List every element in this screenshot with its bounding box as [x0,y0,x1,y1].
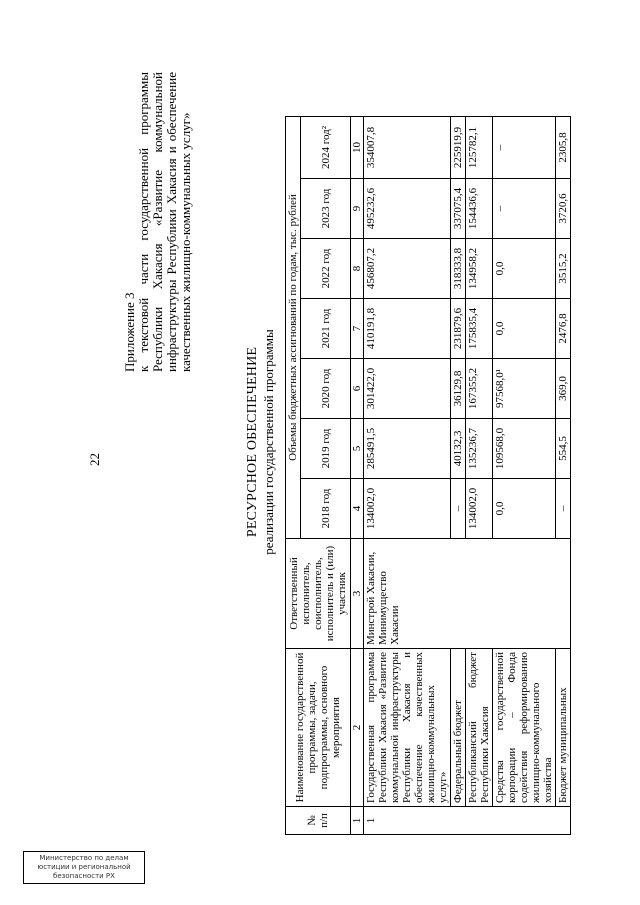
value-cell: 225919,9 [451,117,466,179]
row-number: 1 [364,807,571,835]
table-row-program [364,117,451,835]
stamp-line: Министерство по делам [39,854,129,862]
value-cell: 0,0 [493,299,556,359]
header-year: 2019 год [301,419,351,479]
value-cell: 495232,6 [364,179,451,239]
value-cell: 36129,8 [451,359,466,419]
page-number: 22 [87,453,102,466]
value-cell: 3720,6 [556,179,571,239]
table-row [466,117,493,835]
column-index: 5 [351,419,364,479]
value-cell: – [493,117,556,179]
value-cell: 285491,5 [364,419,451,479]
header-budget-group: Объемы бюджетных ассигнований по годам, тыс. рублей [286,117,301,539]
title-line-2: реализации государственной программы [261,329,276,555]
program-name: Государственная программа Республики Хакасия «Развитие коммунальной инфраструктуры Республики Хакасия и обеспечение качественных жилищно-коммунальных услуг» [364,649,451,807]
column-index: 10 [351,117,364,179]
value-cell: 554,5 [556,419,571,479]
table-row [451,117,466,835]
value-cell: 3515,2 [556,239,571,299]
stamp-line: юстиции и региональной [37,863,131,871]
value-cell: 301422,0 [364,359,451,419]
document-title [245,62,277,822]
value-cell: 109568,0 [493,419,556,479]
value-cell: 134002,0 [364,479,451,539]
header-year: 2018 год [301,479,351,539]
header-year: 2021 год [301,299,351,359]
value-cell: 456807,2 [364,239,451,299]
column-index: 8 [351,239,364,299]
column-index: 6 [351,359,364,419]
row-name: Бюджет муниципальных [556,649,571,807]
header-year: 2020 год [301,359,351,419]
header-name: Наименование государственной программы, задачи, подпрограммы, основного мероприятия [286,649,351,807]
column-index: 4 [351,479,364,539]
row-name: Средства государственной корпорации – Фонда содействия реформированию жилищно-коммунального хозяйства [493,649,556,807]
header-year: 2022 год [301,239,351,299]
column-index: 1 [351,807,364,835]
value-cell: – [493,179,556,239]
value-cell: 0,0 [493,239,556,299]
column-index: 9 [351,179,364,239]
value-cell: – [451,479,466,539]
row-name: Республиканский бюджет Республики Хакасия [466,649,493,807]
value-cell: 167355,2 [466,359,493,419]
annex-block [123,72,193,372]
value-cell: 2476,8 [556,299,571,359]
stamp-line: безопасности РХ [53,872,115,880]
value-cell: 134958,2 [466,239,493,299]
header-executor: Ответственный исполнитель, соисполнитель, исполнитель и (или) участник [286,539,351,649]
column-index-row [351,117,364,835]
registration-stamp [23,851,145,884]
table-row [556,117,571,835]
header-no: № п/п [286,807,351,835]
value-cell: 40132,3 [451,419,466,479]
value-cell: 369,0 [556,359,571,419]
program-executor: Минстрой Хакасии, Минимущество Хакасии [364,539,571,649]
column-index: 7 [351,299,364,359]
value-cell: 410191,8 [364,299,451,359]
row-name: Федеральный бюджет [451,649,466,807]
resource-table [285,116,571,835]
value-cell: 135236,7 [466,419,493,479]
column-index: 3 [351,539,364,649]
value-cell: 337075,4 [451,179,466,239]
table-row [493,117,556,835]
value-cell: – [556,479,571,539]
value-cell: 154436,6 [466,179,493,239]
value-cell: 2305,8 [556,117,571,179]
rotated-content [25,42,615,862]
annex-text: к текстовой части государственной программы Республики Хакасия «Развитие коммунальной инфраструктуры Республики Хакасия и обеспечение качественных жилищно-коммунальных услуг» [136,72,193,372]
value-cell: 134002,0 [466,479,493,539]
value-cell: 175835,4 [466,299,493,359]
value-cell: 318333,8 [451,239,466,299]
value-cell: 0,0 [493,479,556,539]
title-line-1: РЕСУРСНОЕ ОБЕСПЕЧЕНИЕ [245,346,260,538]
value-cell: 231879,6 [451,299,466,359]
header-year: 2023 год [301,179,351,239]
annex-title: Приложение 3 [122,292,137,372]
value-cell: 97568,0¹ [493,359,556,419]
value-cell: 354007,8 [364,117,451,179]
column-index: 2 [351,649,364,807]
value-cell: 125782,1 [466,117,493,179]
header-year: 2024 год² [301,117,351,179]
